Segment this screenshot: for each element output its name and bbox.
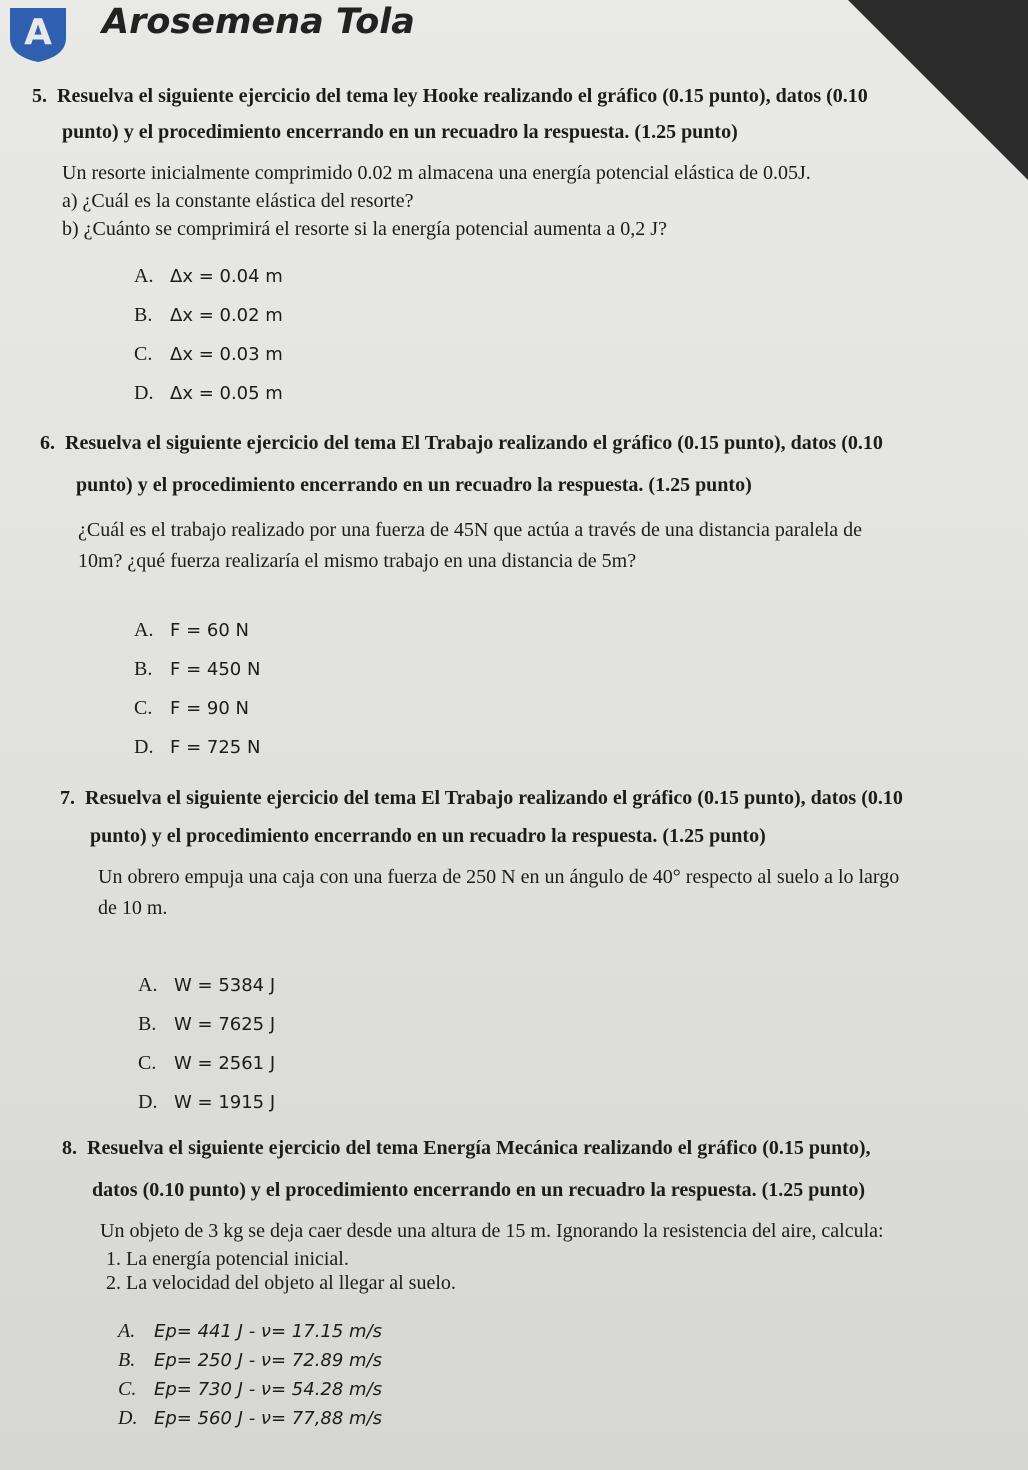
option-c[interactable]: C. F = 90 N (134, 697, 249, 719)
option-b[interactable]: B. Δx = 0.02 m (134, 304, 283, 326)
option-c[interactable]: C. Δx = 0.03 m (134, 343, 283, 365)
question-6 (0, 425, 1028, 767)
question-title-cont: punto) y el procedimiento encerrando en un recuadro la respuesta. (1.25 punto) (62, 121, 738, 143)
option-c[interactable]: C. W = 2561 J (138, 1052, 276, 1074)
statement-line: b) ¿Cuánto se comprimirá el resorte si la energía potencial aumenta a 0,2 J? (62, 218, 667, 240)
statement-line: Un obrero empuja una caja con una fuerza de 250 N en un ángulo de 40° respecto al suelo a lo largo (98, 866, 900, 888)
option-a[interactable]: A. F = 60 N (134, 619, 249, 641)
question-title-cont: punto) y el procedimiento encerrando en un recuadro la respuesta. (1.25 punto) (76, 474, 752, 496)
option-d[interactable]: D. Δx = 0.05 m (134, 382, 283, 404)
option-d[interactable]: D. F = 725 N (134, 736, 261, 758)
question-7 (0, 780, 1028, 1122)
option-b[interactable]: B. Ep= 250 J - ν= 72.89 m/s (118, 1349, 383, 1371)
statement-line: 1. La energía potencial inicial. (106, 1248, 349, 1270)
option-d[interactable]: D. W = 1915 J (138, 1091, 276, 1113)
options-list (0, 257, 1028, 413)
question-title: Resuelva el siguiente ejercicio del tema El Trabajo realizando el gráfico (0.15 punto), datos (0.10 (85, 787, 903, 809)
header (0, 0, 600, 60)
options-list (0, 611, 1028, 767)
question-number: 8. (62, 1137, 77, 1159)
statement-line: de 10 m. (98, 897, 168, 919)
question-title: Resuelva el siguiente ejercicio del tema ley Hooke realizando el gráfico (0.15 punto), datos (0.10 (57, 85, 868, 107)
statement-line: a) ¿Cuál es la constante elástica del resorte? (62, 190, 414, 212)
statement-line: 10m? ¿qué fuerza realizaría el mismo trabajo en una distancia de 5m? (78, 550, 637, 572)
options-list (0, 1317, 1028, 1433)
statement-line: Un resorte inicialmente comprimido 0.02 m almacena una energía potencial elástica de 0.05J. (62, 162, 811, 184)
logo-letter: A (24, 12, 52, 53)
question-number: 6. (40, 432, 55, 454)
option-b[interactable]: B. W = 7625 J (138, 1013, 276, 1035)
question-title: Resuelva el siguiente ejercicio del tema El Trabajo realizando el gráfico (0.15 punto), datos (0.10 (65, 432, 883, 454)
statement-line: Un objeto de 3 kg se deja caer desde una altura de 15 m. Ignorando la resistencia del aire, calcula: (100, 1220, 884, 1242)
question-statement (0, 158, 1028, 245)
school-name: Arosemena Tola (102, 2, 415, 42)
question-8 (0, 1130, 1028, 1433)
question-title-cont: punto) y el procedimiento encerrando en un recuadro la respuesta. (1.25 punto) (90, 825, 766, 847)
option-a[interactable]: A. W = 5384 J (138, 974, 276, 996)
statement-line: ¿Cuál es el trabajo realizado por una fuerza de 45N que actúa a través de una distancia paralela de (78, 519, 863, 541)
option-a[interactable]: A. Ep= 441 J - ν= 17.15 m/s (118, 1320, 383, 1342)
option-a[interactable]: A. Δx = 0.04 m (134, 265, 283, 287)
question-number: 5. (32, 85, 47, 107)
question-5 (0, 78, 1028, 413)
option-d[interactable]: D. Ep= 560 J - ν= 77,88 m/s (118, 1407, 383, 1429)
question-statement (0, 862, 1028, 924)
question-number: 7. (60, 787, 75, 809)
question-statement (0, 515, 1028, 577)
statement-line: 2. La velocidad del objeto al llegar al suelo. (106, 1272, 456, 1294)
options-list (0, 966, 1028, 1122)
question-title-cont: datos (0.10 punto) y el procedimiento encerrando en un recuadro la respuesta. (1.25 punto) (92, 1179, 865, 1201)
school-logo-icon (6, 4, 76, 64)
question-statement (0, 1216, 1028, 1295)
option-c[interactable]: C. Ep= 730 J - ν= 54.28 m/s (118, 1378, 383, 1400)
option-b[interactable]: B. F = 450 N (134, 658, 261, 680)
question-title: Resuelva el siguiente ejercicio del tema Energía Mecánica realizando el gráfico (0.15 punto), (87, 1137, 871, 1159)
